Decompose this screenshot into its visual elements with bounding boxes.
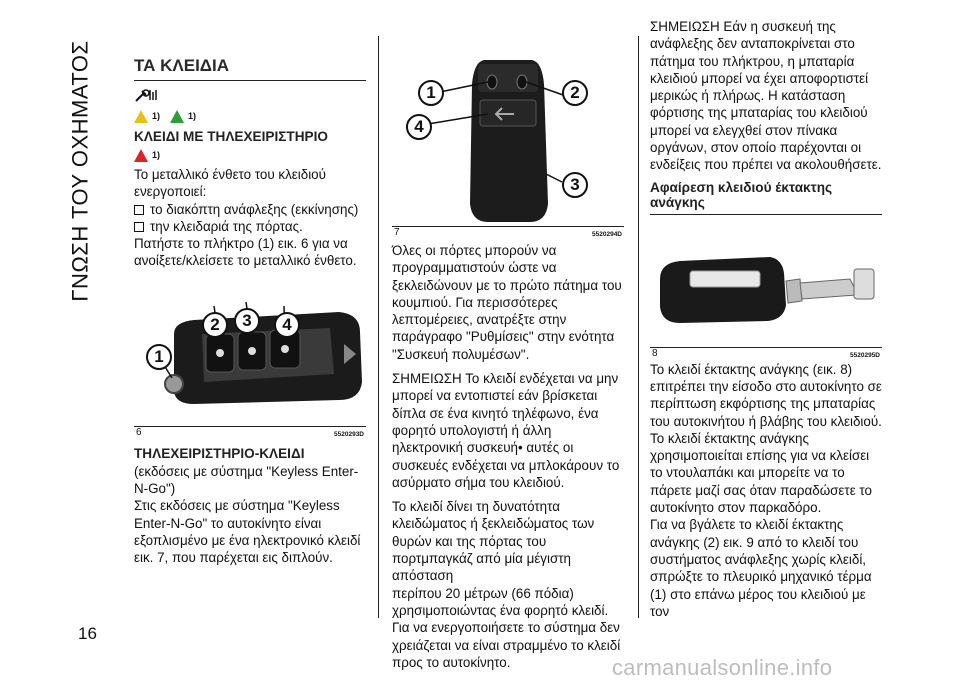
watermark: carmanualsonline.info [612,655,833,680]
title-rule [134,80,366,81]
subheading-rule [650,214,882,215]
bullet-item: το διακόπτη ανάφλεξης (εκκίνησης) [134,201,366,218]
key-symbol-icon [134,87,366,105]
callout-3: 3 [234,308,260,334]
subheading-remote-keyfob: ΤΗΛΕΧΕΙΡΙΣΤΗΡΙΟ-ΚΛΕΙΔΙ [134,445,305,461]
page-number: 16 [78,624,97,643]
figure-7 [392,54,624,238]
figure-number: 6 [136,426,142,438]
subheading-emergency-key: Αφαίρεση κλειδιού έκτακτης ανάγκης [650,179,833,210]
paragraph: Στις εκδόσεις με σύστημα "Keyless Enter-N-Go" το αυτοκίνητο είναι εξοπλισμένο με ένα ηλεκτρονικό κλειδί εικ. 7, που παρέχεται εις διπλούν. [134,498,361,566]
paragraph: Το μεταλλικό ένθετο του κλειδιού ενεργοποιεί: [134,167,326,200]
column-2 [392,40,624,671]
subheading-remote-key: ΚΛΕΙΔΙ ΜΕ ΤΗΛΕΧΕΙΡΙΣΤΗΡΙΟ [134,129,328,144]
emergency-key-illustration [650,221,882,345]
paragraph: ΣΗΜΕΙΩΣΗ Το κλειδί ενδέχεται να μην μπορεί να εντοπιστεί εάν βρίσκεται δίπλα σε ένα κινητό τηλέφωνο, ένα φορητό υπολογιστή ή άλλη ηλεκτρονική συσκευή• αυτές οι συσκευές ενδέχεται να μπλοκάρουν το ασύρματο σήμα του κλειδιού. [392,371,620,490]
column-divider [638,36,639,618]
figure-code: 5520293D [334,430,364,438]
callout-4: 4 [406,114,432,140]
warning-refs: 1) 1) [134,107,366,125]
callout-3: 3 [562,172,588,198]
caution-icon [134,110,148,123]
paragraph: Για να βγάλετε το κλειδί έκτακτης ανάγκης (2) εικ. 9 από το κλειδί του συστήματος ανάφλεξης χωρίς κλειδί, σπρώξτε το πλευρικό μηχανικό τέρμα (1) στο επάνω μέρος του κλειδιού με τον [650,517,872,619]
figure-code: 5520295D [850,351,880,359]
column-3 [650,19,882,620]
callout-1: 1 [418,80,444,106]
warning-ref: 1) [134,146,366,164]
figure-8 [650,221,882,359]
column-1 [134,40,366,567]
section-title: ΤΑ ΚΛΕΙΔΙΑ [134,56,230,75]
side-chapter-title: ΓΝΩΣΗ ΤΟΥ ΟΧΗΜΑΤΟΣ [68,40,93,302]
paragraph: Το κλειδί δίνει τη δυνατότητα κλειδώματος ή ξεκλειδώματος των θυρών και της πόρτας του πορτμπαγκάζ από μία μέγιστη απόσταση [392,499,595,584]
callout-2: 2 [562,80,588,106]
environment-icon [170,110,184,123]
callout-4: 4 [274,312,300,338]
warning-icon [134,149,148,162]
paragraph: Πατήστε το πλήκτρο (1) εικ. 6 για να ανοίξετε/κλείσετε το μεταλλικό ένθετο. [134,236,357,269]
paragraph: Όλες οι πόρτες μπορούν να προγραμματιστούν ώστε να ξεκλειδώνουν με το πρώτο πάτημα του κουμπιού. Για περισσότερες λεπτομέρειες, ανατρέξτε στην παράγραφο "Ρυθμίσεις" στην ενότητα "Συσκευή πολυμέσων". [392,243,622,362]
figure-6 [134,274,366,438]
callout-1: 1 [146,344,172,370]
paragraph: ΣΗΜΕΙΩΣΗ Εάν η συσκευή της ανάφλεξης δεν ανταποκρίνεται στο πάτημα του πλήκτρου, η μπαταρία κλειδιού μπορεί να έχει αποφορτιστεί μερικώς ή πλήρως. Η κατάσταση φόρτισης της μπαταρίας του κλειδιού μπορεί να ελεγχθεί στον πίνακα οργάνων, στον οποίο παρέχονται οι ενδείξεις που πρέπει να ακολουθήσετε. [650,19,882,173]
paragraph: (εκδόσεις με σύστημα "Keyless Enter-N-Go") [134,463,359,497]
bullet-item: την κλειδαριά της πόρτας. [134,218,366,235]
paragraph: περίπου 20 μέτρων (66 πόδια) χρησιμοποιώντας ένα φορητό κλειδί. Για να ενεργοποιήσετε το σύστημα δεν χρειάζεται να είναι στραμμένο το κλειδί προς το αυτοκίνητο. [392,585,621,670]
figure-number: 8 [652,347,658,359]
column-divider [378,36,379,618]
figure-code: 5520294D [592,231,622,238]
paragraph: Το κλειδί έκτακτης ανάγκης (εικ. 8) επιτρέπει την είσοδο στο αυτοκίνητο σε περίπτωση εκφόρτισης της μπαταρίας του αυτοκινήτου ή βλάβης του κλειδιού. Το κλειδί έκτακτης ανάγκης χρησιμοποιείται επίσης για να κλείσει το ντουλαπάκι και μπορείτε να το πάρετε μαζί σας όταν παραδώσετε το αυτοκίνητο στον παρκαδόρο. [650,361,882,516]
callout-2: 2 [202,312,228,338]
figure-number: 7 [394,227,400,238]
